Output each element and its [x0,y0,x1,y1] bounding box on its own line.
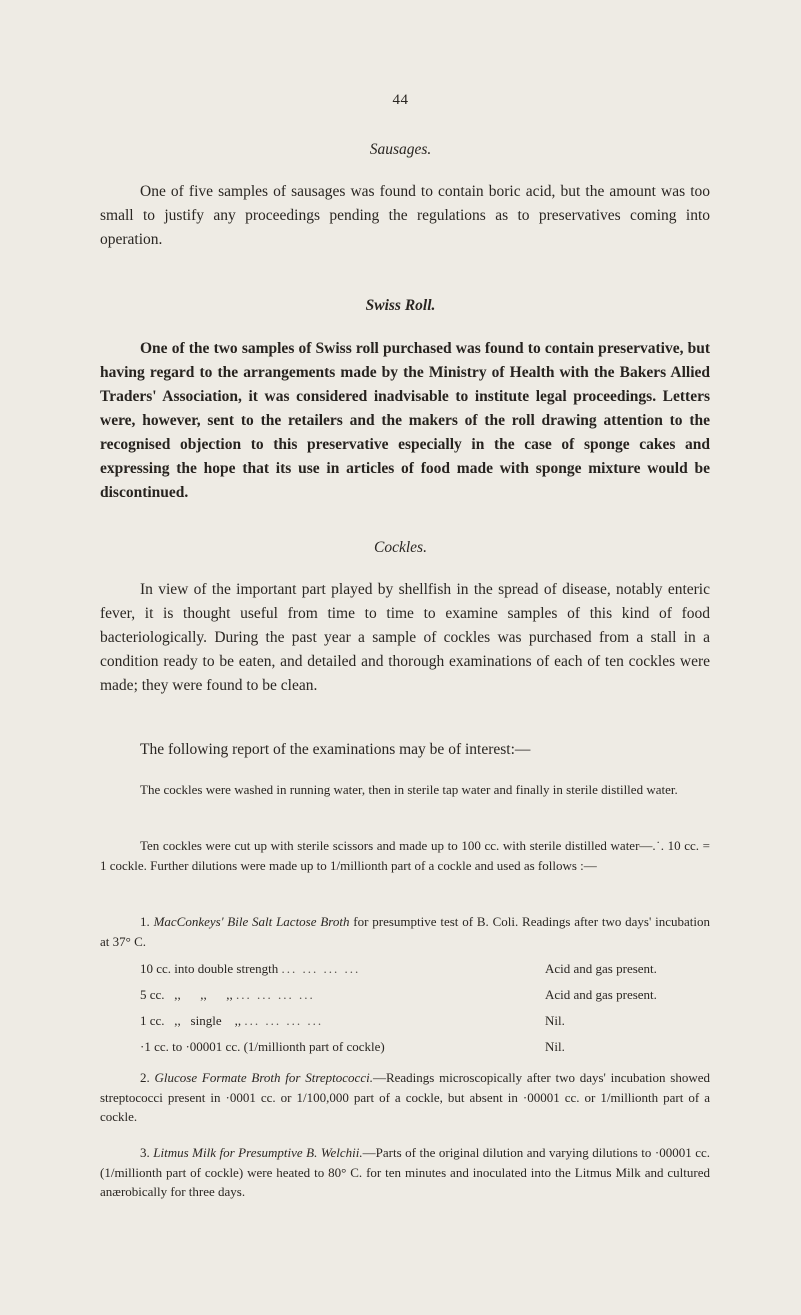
test-3-text: —Parts of the original dilution and varying dilutions to ·00001 cc. (1/millionth part of cockle) were heated to 80° C. for ten minutes and inoculated into the Litmus Milk and cultured anærobically for three days. [100,1145,711,1199]
test-1-text: for presumptive test of B. Coli. Readings after two days' incubation at 37° C. [100,914,711,949]
reading-label: 1 cc. ,, single ,, [140,1013,242,1028]
reading-result: Acid and gas present. [545,987,657,1002]
test-3-title: Litmus Milk for Presumptive B. Welchii. [153,1145,363,1160]
paragraph-sausages: One of five samples of sausages was found to contain boric acid, but the amount was too small to justify any proceedings pending the regulations as to preservatives coming into operation. [100,183,710,248]
reading-result: Acid and gas present. [545,961,657,976]
paragraph-test-2 [100,1068,710,1127]
reading-label: 10 cc. into double strength [140,961,279,976]
reading-leader: ... ... ... ... [281,961,361,976]
heading-swiss-roll: Swiss Roll. [365,297,436,314]
reading-leader: ... ... ... ... [236,987,315,1002]
heading-sausages: Sausages. [369,141,432,158]
test-2-text: —Readings microscopically after two days' incubation showed streptococci present in ·0001 cc. or 1/100,000 part of a cockle, but absent in ·00001 cc. or 1/millionth part of a cockle. [100,1070,711,1124]
reading-row [140,1008,700,1034]
reading-label: 5 cc. ,, ,, ,, [140,987,233,1002]
paragraph-report-intro: The following report of the examinations may be of interest:— [140,741,531,758]
reading-leader: ... ... ... ... [244,1013,324,1028]
paragraph-test-3 [100,1143,710,1202]
readings-table [140,956,700,1060]
paragraph-swiss-roll: One of the two samples of Swiss roll purchased was found to contain preservative, but having regard to the arrangements made by the Ministry of Health with the Bakers Allied Traders' Association, it was considered inadvisable to institute legal proceedings. Letters were, however, sent to the retailers and the makers of the roll drawing attention to the recognised objection to this preservative especially in the case of sponge cakes and expressing the hope that its use in articles of food made with sponge mixture would be discontinued. [100,340,710,501]
page-number: 44 [392,92,409,108]
reading-row [140,1034,700,1060]
test-1-title: MacConkeys' Bile Salt Lactose Broth [153,914,350,929]
paragraph-cockles: In view of the important part played by shellfish in the spread of disease, notably enteric fever, it is thought useful from time to time to examine samples of this kind of food bacteriologically. During the past year a sample of cockles was purchased from a stall in a condition ready to be eaten, and detailed and thorough examinations of each of ten cockles were made; they were found to be clean. [100,581,710,694]
reading-row [140,982,700,1008]
paragraph-cut-up: Ten cockles were cut up with sterile scissors and made up to 100 cc. with sterile distilled water—.˙. 10 cc. = 1 cockle. Further dilutions were made up to 1/millionth part of a cockle and used as follows :— [100,838,710,873]
reading-label: ·1 cc. to ·00001 cc. (1/millionth part of cockle) [140,1039,385,1054]
test-2-number: 2. [140,1070,150,1085]
test-3-number: 3. [140,1145,150,1160]
paragraph-test-1 [100,912,710,951]
test-2-title: Glucose Formate Broth for Streptococci. [154,1070,373,1085]
reading-row [140,956,700,982]
reading-result: Nil. [545,1039,565,1054]
paragraph-washed: The cockles were washed in running water, then in sterile tap water and finally in sterile distilled water. [140,782,678,797]
reading-result: Nil. [545,1013,565,1028]
test-1-number: 1. [140,914,150,929]
heading-cockles: Cockles. [374,539,427,556]
